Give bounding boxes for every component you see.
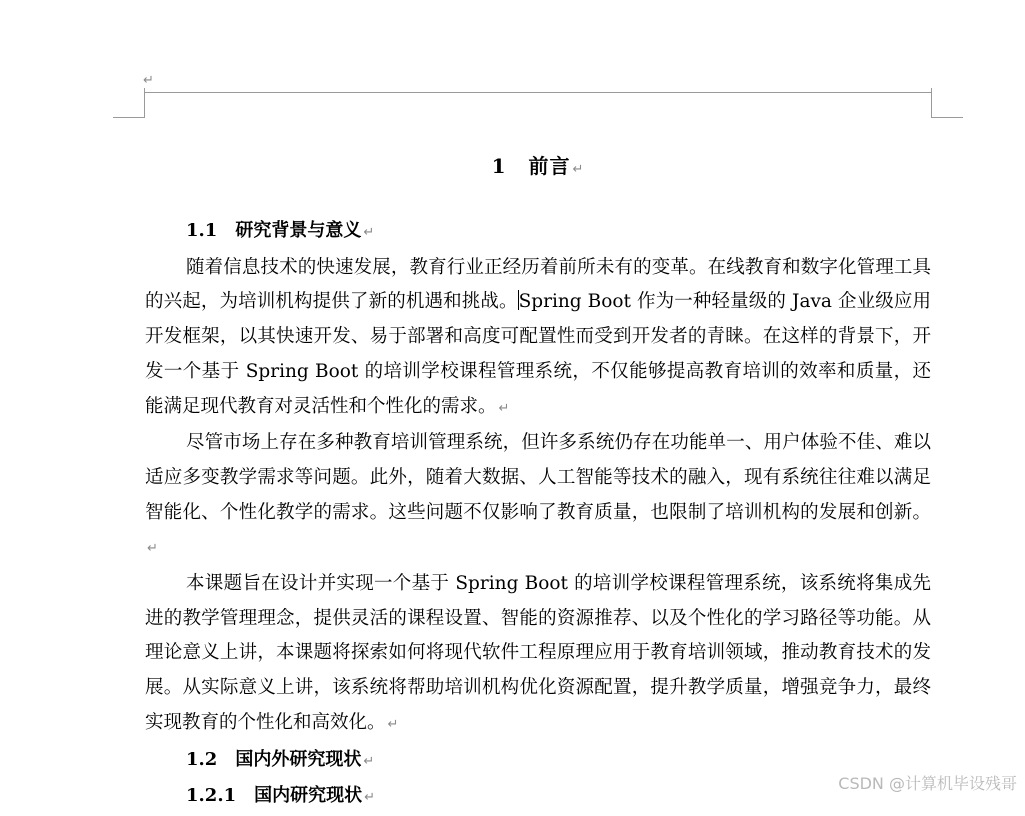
- section-number: 1.2.1: [186, 785, 237, 807]
- left-crop-mark-horizontal: [113, 117, 145, 118]
- section-number: 1.2: [186, 748, 218, 770]
- body-paragraph-3[interactable]: [145, 567, 931, 743]
- paragraph-mark-icon: ↵: [572, 162, 585, 177]
- paragraph-mark-icon: ↵: [364, 790, 376, 806]
- paragraph-mark-icon: ↵: [387, 716, 399, 732]
- right-crop-mark-vertical: [931, 88, 932, 118]
- header-divider-line: [144, 92, 932, 93]
- chapter-title: 前言: [528, 154, 571, 178]
- paragraph-mark-icon: ↵: [363, 225, 375, 240]
- section-title: 国内外研究现状: [235, 748, 362, 770]
- paragraph-text: 尽管市场上存在多种教育培训管理系统，但许多系统仍存在功能单一、用户体验不佳、难以适应多变教学需求等问题。此外，随着大数据、人工智能等技术的融入，现有系统往往难以满足智能化、个性化教学的需求。这些问题不仅影响了教育质量，也限制了培训机构的发展和创新。: [145, 432, 931, 523]
- section-heading-1-2[interactable]: [145, 743, 931, 780]
- header-paragraph-mark: ↵: [143, 73, 154, 88]
- paragraph-text: 随着信息技术的快速发展，教育行业正经历着前所未有的变革。在线教育和数字化管理工具的兴起，为培训机构提供了新的机遇和挑战。: [145, 256, 931, 313]
- paragraph-text: 本课题旨在设计并实现一个基于 Spring Boot 的培训学校课程管理系统，该系统将集成先进的教学管理理念，提供灵活的课程设置、智能的资源推荐、以及个性化的学习路径等功能。从理论意义上讲，本课题将探索如何将现代软件工程原理应用于教育培训领域，推动教育技术的发展。从实际意义上讲，该系统将帮助培训机构优化资源配置，提升教学质量，增强竞争力，最终实现教育的个性化和高效化。: [145, 573, 931, 733]
- paragraph-mark-icon: ↵: [498, 400, 510, 416]
- body-paragraph-1[interactable]: [145, 251, 931, 427]
- watermark: CSDN @计算机毕设残哥: [838, 774, 1017, 793]
- section-title: 国内研究现状: [254, 785, 363, 807]
- section-title: 研究背景与意义: [235, 220, 362, 241]
- body-paragraph-2[interactable]: [145, 426, 931, 567]
- paragraph-text: Spring Boot 作为一种轻量级的 Java 企业级应用开发框架，以其快速开发、易于部署和高度可配置性而受到开发者的青睐。在这样的背景下，开发一个基于 Spring Boot 的培训学校课程管理系统，不仅能够提高教育培训的效率和质量，还能满足现代教育对灵活性和个性化的需求。: [145, 291, 931, 417]
- section-number: 1.1: [186, 220, 218, 241]
- section-heading-1-1[interactable]: [145, 214, 931, 251]
- chapter-number: 1: [491, 154, 507, 178]
- section-heading-1-2-1[interactable]: [145, 779, 931, 816]
- right-crop-mark-horizontal: [931, 117, 963, 118]
- document-body[interactable]: [145, 150, 931, 816]
- paragraph-mark-icon: ↵: [363, 753, 375, 769]
- paragraph-mark-icon: ↵: [147, 541, 158, 557]
- chapter-heading[interactable]: [145, 150, 931, 186]
- left-crop-mark-vertical: [144, 88, 145, 118]
